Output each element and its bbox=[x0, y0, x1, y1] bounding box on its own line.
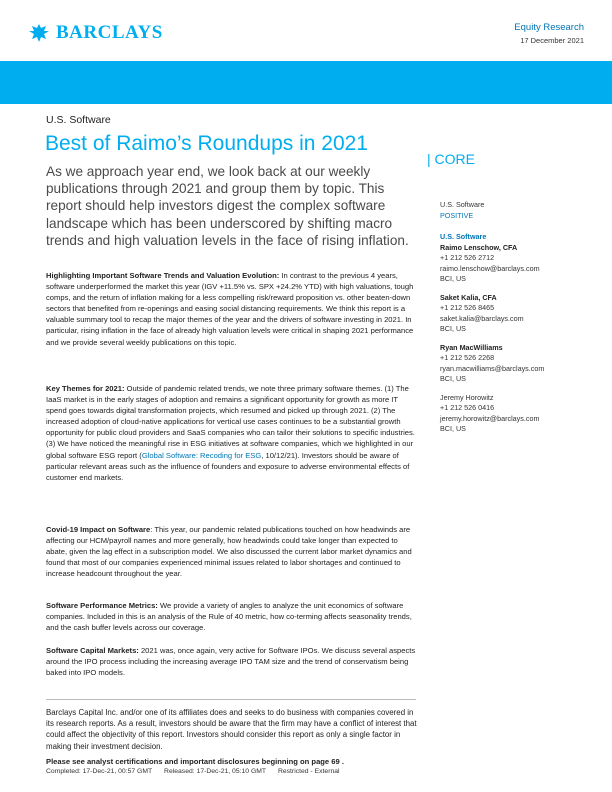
analyst-entity: BCI, US bbox=[440, 374, 466, 383]
analyst-name: Jeremy Horowitz bbox=[440, 392, 494, 402]
industry-view bbox=[440, 200, 484, 221]
page-title: Best of Raimo’s Roundups in 2021 bbox=[45, 132, 368, 155]
section-heading: Software Performance Metrics: bbox=[46, 601, 158, 610]
analyst-email[interactable]: raimo.lenschow@barclays.com bbox=[440, 263, 540, 273]
analyst-phone: +1 212 526 2712 bbox=[440, 253, 495, 262]
industry-name: U.S. Software bbox=[440, 200, 485, 209]
eagle-icon bbox=[28, 23, 50, 43]
industry-rating: POSITIVE bbox=[440, 210, 474, 220]
analyst-entity: BCI, US bbox=[440, 424, 466, 433]
analyst-email[interactable]: ryan.macwilliams@barclays.com bbox=[440, 363, 545, 373]
section-text: 2021 was, once again, very active for Software IPOs. We discuss several aspects around the IPO process including the increasing average IPO TAM size and the trend of conservatism being baked into IPO models. bbox=[46, 646, 416, 678]
section-text: : This year, our pandemic related publications touched on how headwinds are affecting our HCM/payroll names and more generally, how headwinds could take longer than expected to abate, given the lag effect in a subscription model. We also discussed the current labor market dynamics and found that most of our companies experienced minimal issues related to labor shortages and continued to increase headcount throughout the year. bbox=[46, 525, 412, 579]
released-time: Released: 17-Dec-21, 05:10 GMT bbox=[164, 768, 267, 775]
brand-name: BARCLAYS bbox=[56, 22, 163, 43]
section-covid bbox=[46, 524, 418, 579]
disclaimer: Barclays Capital Inc. and/or one of its affiliates does and seeks to do business with companies covered in its research reports. As a result, investors should be aware that the firm may have a conflict of interest that could affect the objectivity of this report. Investors should consider this report as only a single factor in making their investment decision. bbox=[46, 708, 417, 751]
section-text: Outside of pandemic related trends, we note three primary software themes. (1) The IaaS market is in the early stages of adoption and remains a significant opportunity for growth as more IT spend goes towards digital transformation projects, which resumed and picked up through 2021. (2) The increased adoption of cloud-native applications for vertical use cases continues to be a substantial growth opportunity for public cloud providers and SaaS companies who can tailor their solutions to specific industries. (3) We have noticed the meaningful rise in ESG initiatives at software companies, which we highlighted in our global software ESG report ( bbox=[46, 384, 415, 460]
section-heading: Highlighting Important Software Trends and Valuation Evolution: bbox=[46, 271, 280, 280]
distribution-restriction: Restricted - External bbox=[277, 768, 340, 775]
publication-status bbox=[46, 768, 350, 775]
section-heading: Key Themes for 2021: bbox=[46, 384, 125, 393]
analyst-name: Raimo Lenschow, CFA bbox=[440, 242, 518, 252]
section-text: In contrast to the previous 4 years, software underperformed the market this year (IGV +11.5% vs. SPX +24.2% YTD) with high valuations, tough comps, and the return of inflation making for a less compelling risk/reward proposition vs. other beaten-down sectors that benefited from re-openings and easing social distancing requirements. We think this report is a valuable summary tool to recap the major themes of the year and the drivers of software investing in 2021. In particular, rising inflation in the face of already high valuation levels were critical in shaping 2021 performance and we provide several weekly publications on this topic. bbox=[46, 271, 414, 347]
section-label: Equity Research bbox=[514, 22, 584, 33]
team-label: U.S. Software bbox=[440, 232, 487, 241]
analyst-email[interactable]: saket.kalia@barclays.com bbox=[440, 313, 524, 323]
report-category: U.S. Software bbox=[46, 114, 111, 126]
divider bbox=[46, 699, 416, 700]
section-heading: Covid-19 Impact on Software bbox=[46, 525, 151, 534]
section-capital-markets bbox=[46, 645, 418, 678]
completed-time: Completed: 17-Dec-21, 00:57 GMT bbox=[46, 768, 153, 775]
core-label: | CORE bbox=[427, 151, 475, 167]
section-metrics bbox=[46, 600, 418, 633]
report-summary: As we approach year end, we look back at our weekly publications through 2021 and group them by topic. This report should help investors digest the complex software landscape which has been underscored by shifting macro trends and high valuation levels in the face of rising inflation. bbox=[46, 164, 409, 248]
analyst-list bbox=[440, 232, 544, 435]
barclays-logo bbox=[28, 22, 163, 44]
analyst-email[interactable]: jeremy.horowitz@barclays.com bbox=[440, 413, 540, 423]
analyst-name: Ryan MacWilliams bbox=[440, 342, 503, 352]
section-trends bbox=[46, 270, 418, 348]
analyst-name: Saket Kalia, CFA bbox=[440, 292, 497, 302]
section-text: We provide a variety of angles to analyze the unit economics of software companies. Included in this is an analysis of the Rule of 40 metric, how co-terming affects seasonality trends, and the cash buffer levels across our coverage. bbox=[46, 601, 412, 633]
report-date: 17 December 2021 bbox=[520, 36, 584, 45]
analyst-phone: +1 212 526 0416 bbox=[440, 403, 495, 412]
disclosure-notice: Please see analyst certifications and important disclosures beginning on page 69 . bbox=[46, 757, 344, 766]
report-header-info bbox=[514, 22, 584, 45]
header-band bbox=[0, 61, 612, 104]
section-text-cont: , 10/12/21). Investors should be aware of particular relevant areas such as the influence of founders and exposure to adverse environmental effects of customer end markets. bbox=[46, 450, 410, 482]
esg-report-link[interactable]: Global Software: Recoding for ESG bbox=[141, 450, 262, 460]
section-key-themes bbox=[46, 383, 418, 483]
section-heading: Software Capital Markets: bbox=[46, 646, 139, 655]
analyst-entity: BCI, US bbox=[440, 324, 466, 333]
analyst-phone: +1 212 526 2268 bbox=[440, 353, 495, 362]
analyst-entity: BCI, US bbox=[440, 274, 466, 283]
analyst-phone: +1 212 526 8465 bbox=[440, 303, 495, 312]
